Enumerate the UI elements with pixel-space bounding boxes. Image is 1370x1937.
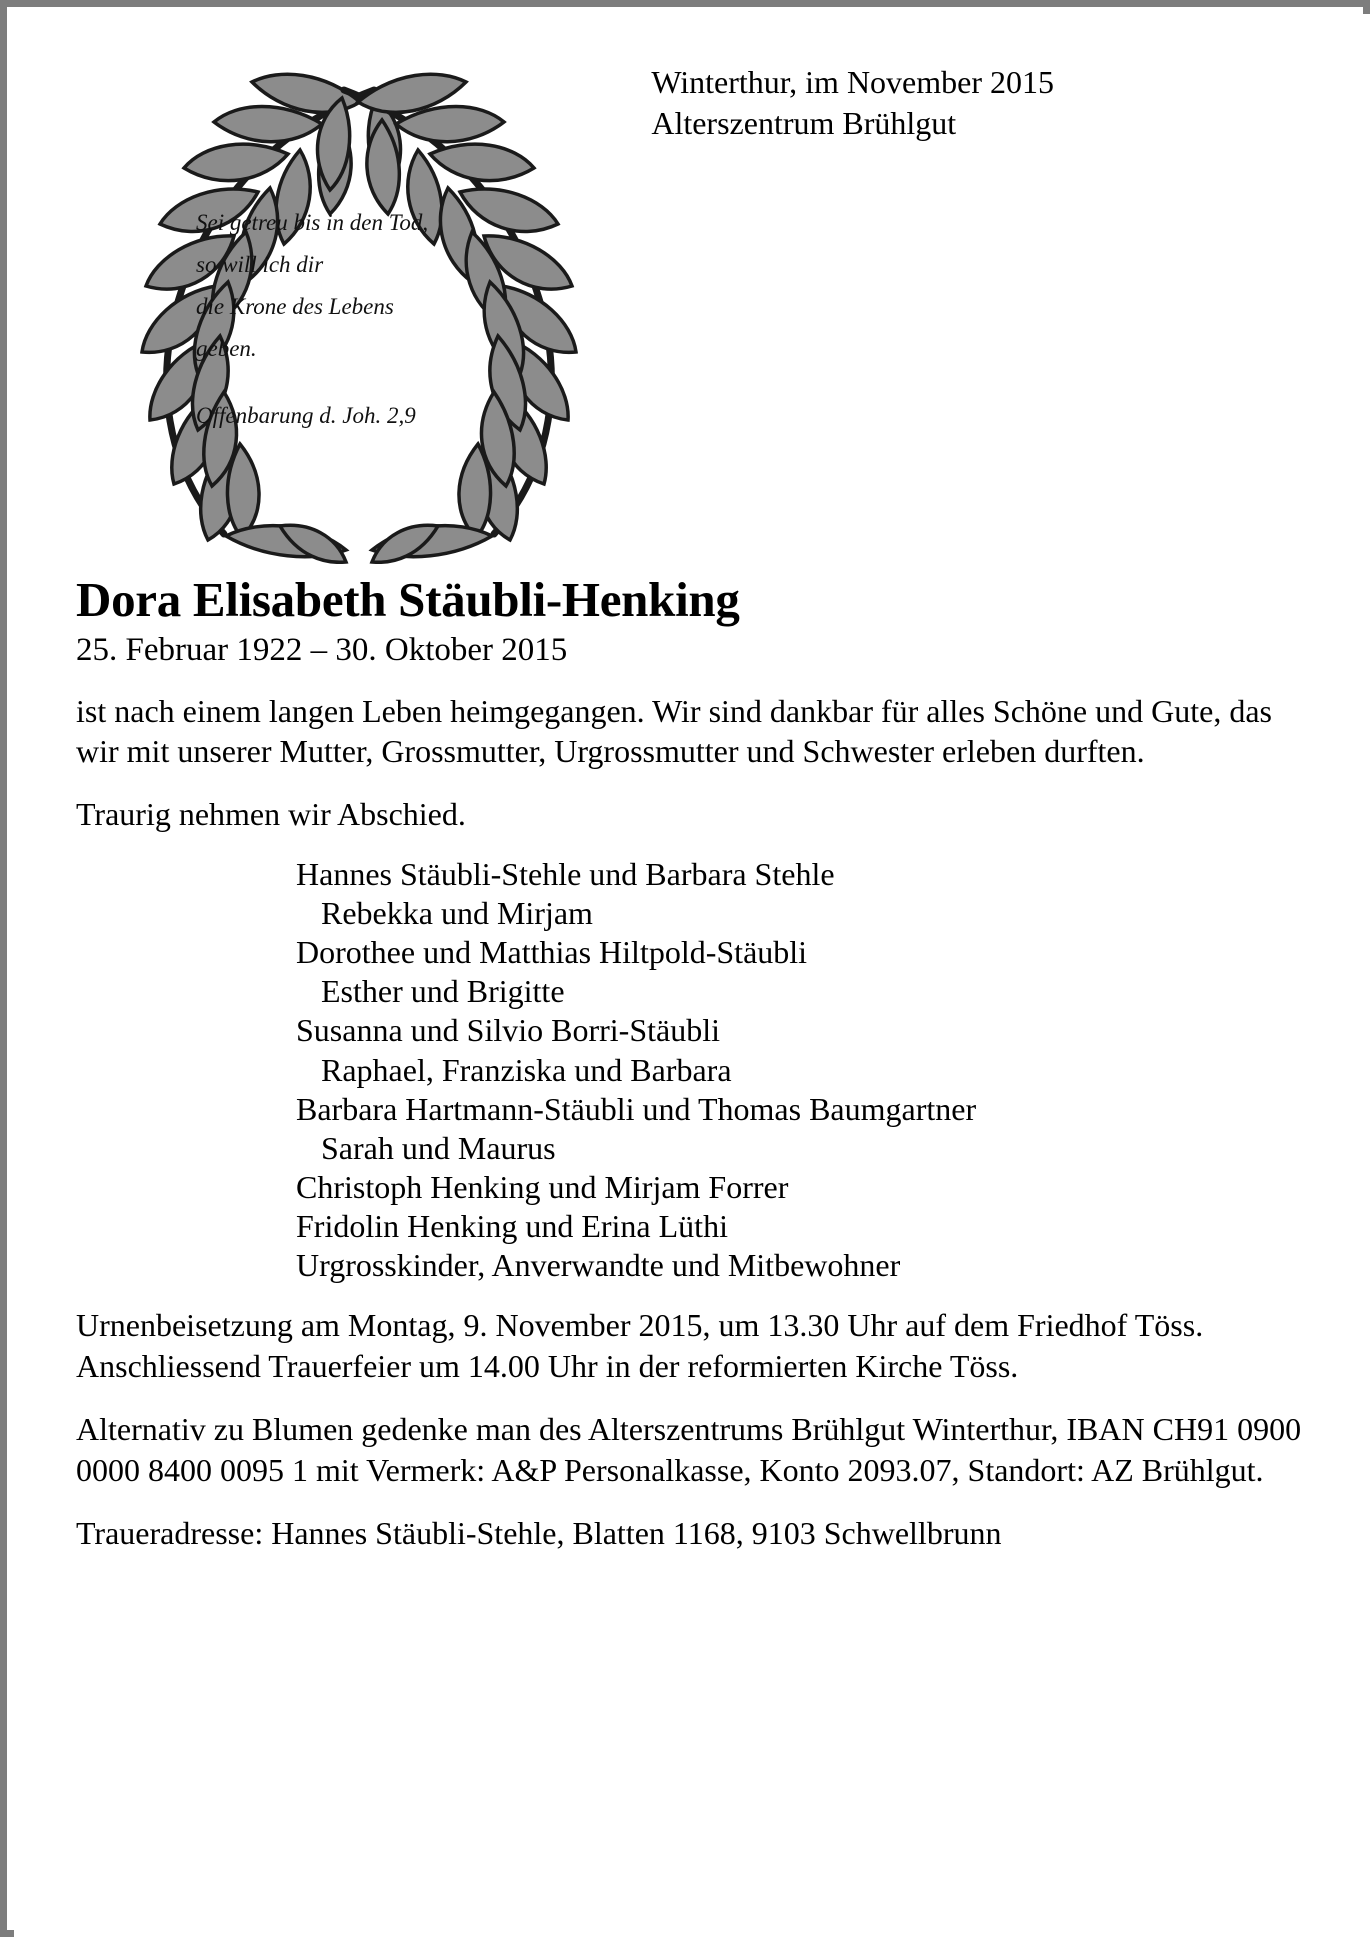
verse-line-3: die Krone des Lebens [196, 293, 394, 319]
list-item: Susanna und Silvio Borri-Stäubli [296, 1012, 720, 1049]
verse-reference: Offenbarung d. Joh. 2,9 [196, 403, 416, 429]
obituary-sheet [14, 14, 1370, 1937]
list-item: Esther und Brigitte [321, 973, 565, 1010]
list-item: Barbara Hartmann-Stäubli und Thomas Baumgartner [296, 1090, 977, 1127]
memorial-paragraph: ist nach einem langen Leben heimgegangen. Wir sind dankbar für alles Schöne und Gute, das wir mit unserer Mutter, Grossmutter, Urgrossmutter und Schwester erleben durften. [76, 692, 1272, 770]
list-item: Sarah und Maurus [321, 1129, 556, 1166]
list-item: Rebekka und Mirjam [321, 895, 593, 932]
deceased-name: Dora Elisabeth Stäubli-Henking [76, 572, 740, 627]
place-and-institution-header [651, 62, 1054, 144]
verse-line-2: so will ich dir [196, 251, 324, 277]
list-item: Dorothee und Matthias Hiltpold-Stäubli [296, 934, 808, 971]
bible-verse [196, 202, 526, 437]
list-item: Raphael, Franziska und Barbara [321, 1051, 732, 1088]
list-item: Hannes Stäubli-Stehle und Barbara Stehle [296, 856, 835, 893]
verse-line-4: geben. [196, 335, 257, 361]
verse-line-1: Sei getreu bis in den Tod, [196, 210, 429, 235]
contact-address: Traueradresse: Hannes Stäubli-Stehle, Blatten 1168, 9103 Schwellbrunn [76, 1514, 1002, 1551]
place-date-line: Winterthur, im November 2015 [651, 64, 1054, 100]
list-item: Urgrosskinder, Anverwandte und Mitbewohner [296, 1246, 901, 1283]
survivors-list [76, 855, 1311, 1284]
obituary-body [76, 574, 1311, 1553]
list-item: Fridolin Henking und Erina Lüthi [296, 1207, 728, 1244]
funeral-details: Urnenbeisetzung am Montag, 9. November 2015, um 13.30 Uhr auf dem Friedhof Töss. Anschliessend Trauerfeier um 14.00 Uhr in der reformierten Kirche Töss. [76, 1306, 1204, 1384]
list-item: Christoph Henking und Mirjam Forrer [296, 1168, 789, 1205]
life-dates: 25. Februar 1922 – 30. Oktober 2015 [76, 631, 568, 668]
institution-line: Alterszentrum Brühlgut [651, 104, 957, 141]
donation-details: Alternativ zu Blumen gedenke man des Alterszentrums Brühlgut Winterthur, IBAN CH91 0900 0000 8400 0095 1 mit Vermerk: A&P Personalkasse, Konto 2093.07, Standort: AZ Brühlgut. [76, 1410, 1302, 1488]
farewell-paragraph: Traurig nehmen wir Abschied. [76, 796, 466, 833]
laurel-wreath-emblem [74, 64, 644, 564]
arrangements-section [76, 1305, 1311, 1554]
